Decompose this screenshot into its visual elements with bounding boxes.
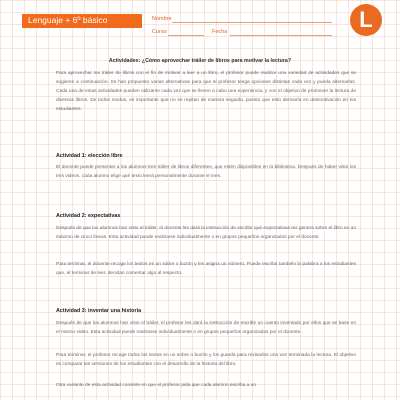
activity-2-heading: Actividad 2: expectativas <box>56 213 121 219</box>
activity-1-paragraph: El docente puede presentar a los alumnos tres tráiler de libros diferentes, que estén disponibles en la biblioteca. Después de haber visto los tres videos, cada alumno elige qué texto leerá personalmente durante el mes. <box>56 165 356 179</box>
activity-3-paragraph-2: Para terminar, el profesor recoge todos los textos en un sobre o buzón y los guarda para revisarlos una vez terminada la lectura. El objetivo es comparar las versiones de los estudiantes con el desarrollo de la historia del libro. <box>56 353 356 367</box>
subject-logo-letter: L <box>359 7 373 32</box>
date-field-label: Fecha <box>212 29 228 35</box>
course-field-line[interactable] <box>168 35 204 36</box>
name-field-label: Nombre <box>152 16 172 22</box>
subject-label: Lenguaje + 6º básico <box>28 15 108 25</box>
name-field-line[interactable] <box>172 22 332 23</box>
subject-banner <box>22 14 142 28</box>
activity-2-paragraph-1: Después de que los alumnos han visto el tráiler, el docente les dará la instrucción de escribir qué expectativas les genera sobre el libro en un máximo de cinco líneas. Esta actividad puede realizarse individualmente o en grupos pequeños organizados por el docente. <box>56 226 356 240</box>
activity-3-paragraph-3: Otra variante de esta actividad consiste en que el profesor pida que cada alumno escriba a un <box>56 383 256 388</box>
subject-logo <box>350 4 382 36</box>
intro-paragraph: Para aprovechar los tráiler de libros con el fin de motivar a leer a un libro, el profesor puede realizar una variedad de actividades que se sugieren a continuación. Se han propuesto varias alternativas para que el profesor tenga opciones distintas cada vez y pueda alternarlas. Cada una de estas actividades pueden utilizarse cada vez que se lleven a cabo una experiencia, y con el objetivo de promover la lectura de diversos libros. De todos modos, es importante que no se repitan de manera seguida, puesto que esto derivaría en desmotivación en los estudiantes. <box>56 71 356 112</box>
course-field-label: Curso <box>152 29 167 35</box>
activity-3-paragraph-1: Después de que los alumnos han visto el tráiler, el profesor les dará la instrucción de escribir un cuento inventado por ellos que se base en el mismo video. Esta actividad puede realizarse individualmente o en grupos pequeños organizados por el docente. <box>56 321 356 335</box>
date-field-line[interactable] <box>230 35 332 36</box>
activity-1-heading: Actividad 1: elección libre <box>56 153 123 159</box>
activity-2-paragraph-2: Para terminar, el docente recoge los textos en un sobre o buzón y les asigna un número. Puede escribir también la palabra a los estudiantes que, al terminar de leer, decidan comentar algo al respecto. <box>56 262 356 276</box>
activity-3-heading: Actividad 3: inventar una historia <box>56 308 142 314</box>
page-title: Actividades: ¿Cómo aprovechar tráiler de libros para motivar la lectura? <box>108 58 292 64</box>
